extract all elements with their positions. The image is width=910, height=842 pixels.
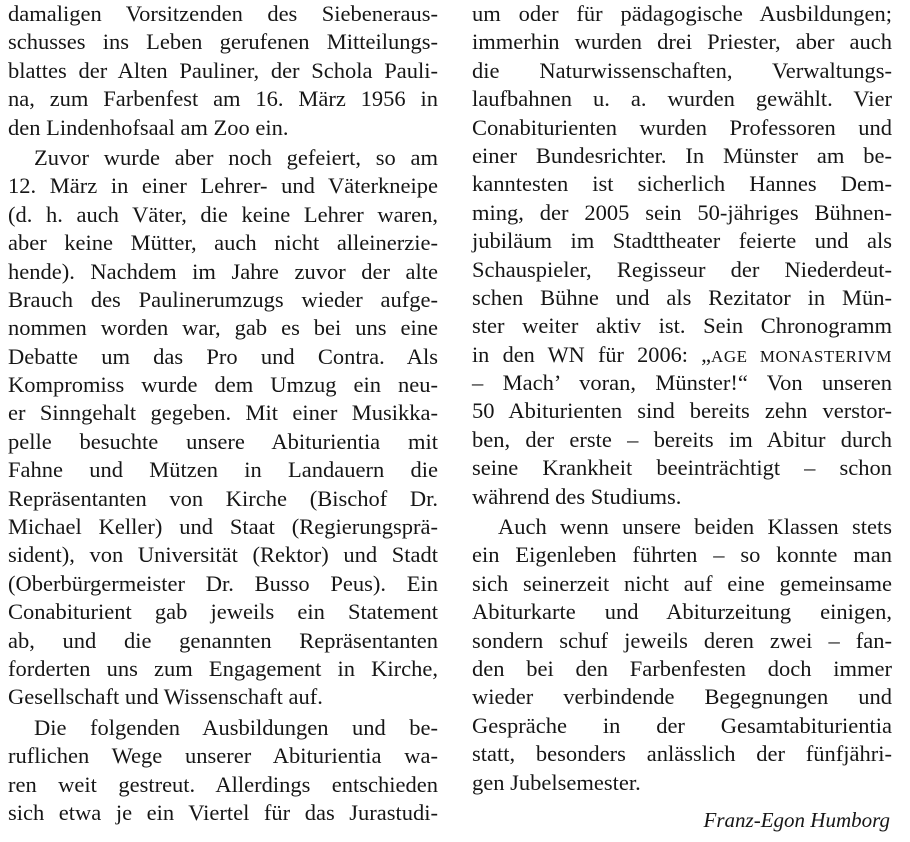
text-line: die Naturwissenschaften, Verwaltungs-	[472, 57, 892, 83]
text-line: den Lindenhofsaal am Zoo ein.	[8, 114, 289, 140]
text-line: Auch wenn unsere beiden Klassen stets	[498, 514, 892, 540]
text-line: Repräsentanten von Kirche (Bischof Dr.	[8, 485, 438, 511]
text-line: schusses ins Leben gerufenen Mitteilungs-	[8, 29, 438, 55]
text-line: Brauch des Paulinerumzugs wieder aufge-	[8, 286, 438, 312]
text-line: Conabiturienten wurden Professoren und	[472, 114, 892, 140]
text-line: na, zum Farbenfest am 16. März 1956 in	[8, 86, 438, 112]
text-line: aber keine Mütter, auch nicht alleinerzie-	[8, 230, 438, 256]
text-line: sich seinerzeit nicht auf eine gemeinsame	[472, 570, 892, 596]
text-line: ster weiter aktiv ist. Sein Chronogramm	[472, 313, 892, 339]
text-line: sident), von Universität (Rektor) und Stadt	[8, 542, 438, 568]
text-line: immerhin wurden drei Priester, aber auch	[472, 29, 892, 55]
text-line: 12. März in einer Lehrer- und Väterkneipe	[8, 173, 438, 199]
text-line: einer Bundesrichter. In Münster am be-	[472, 142, 892, 168]
text-line: pelle besuchte unsere Abiturientia mit	[8, 428, 438, 454]
text-line: ein Eigenleben führten – so konnte man	[472, 542, 892, 568]
text-line: Conabiturient gab jeweils ein Statement	[8, 599, 438, 625]
text-line: Gesellschaft und Wissenschaft auf.	[8, 684, 323, 710]
text-line: sich etwa je ein Viertel für das Jurastudi-	[8, 799, 438, 825]
text-line: wieder verbindende Begegnungen und	[472, 684, 892, 710]
text-line: um oder für pädagogische Ausbildungen;	[472, 1, 892, 26]
text-line: Debatte um das Pro und Contra. Als	[8, 343, 438, 369]
text-line: Michael Keller) und Staat (Regierungsprä-	[8, 514, 438, 540]
text-line: statt, besonders anlässlich der fünfjähri-	[472, 741, 892, 767]
text-line: ben, der erste – bereits im Abitur durch	[472, 426, 892, 452]
text-line: er Sinngehalt gegeben. Mit einer Musikka-	[8, 400, 438, 426]
text-line: ab, und die genannten Repräsentanten	[8, 627, 438, 653]
left-text-column	[8, 0, 438, 827]
text-line: – Mach’ voran, Münster!“ Von unseren	[472, 370, 892, 396]
text-line: gen Jubelsemester.	[472, 769, 641, 795]
text-line: während des Studiums.	[472, 483, 682, 509]
text-line: (d. h. auch Väter, die keine Lehrer waren,	[8, 201, 438, 227]
text-line: ren weit gestreut. Allerdings entschieden	[8, 771, 438, 797]
text-line: Gespräche in der Gesamtabiturientia	[472, 712, 892, 738]
text-line: hende). Nachdem im Jahre zuvor der alte	[8, 258, 438, 284]
author-signature: Franz-Egon Humborg	[703, 808, 890, 832]
text-line: Abiturkarte und Abiturzeitung einigen,	[472, 599, 892, 625]
text-line: nommen worden war, gab es bei uns eine	[8, 315, 438, 341]
text-line: den bei den Farbenfesten doch immer	[472, 655, 892, 681]
text-line: (Oberbürgermeister Dr. Busso Peus). Ein	[8, 570, 438, 596]
text-line: laufbahnen u. a. wurden gewählt. Vier	[472, 86, 892, 112]
text-line: Die folgenden Ausbildungen und be-	[34, 714, 438, 740]
text-line: Schauspieler, Regisseur der Niederdeut-	[472, 256, 892, 282]
text-line: sondern schuf jeweils deren zwei – fan-	[472, 627, 892, 653]
text-line: ruflichen Wege unserer Abiturientia wa-	[8, 743, 438, 769]
text-line: Fahne und Mützen in Landauern die	[8, 457, 438, 483]
text-line: blattes der Alten Pauliner, der Schola Pauli-	[8, 57, 438, 83]
text-line: Kompromiss wurde dem Umzug ein neu-	[8, 372, 438, 398]
text-line: 50 Abiturienten sind bereits zehn verstor-	[472, 398, 892, 424]
text-line: damaligen Vorsitzenden des Siebeneraus-	[8, 1, 438, 26]
text-line: jubiläum im Stadttheater feierte und als	[472, 228, 892, 254]
text-line: forderten uns zum Engagement in Kirche,	[8, 655, 438, 681]
right-text-column	[472, 0, 892, 797]
text-line: kanntesten ist sicherlich Hannes Dem-	[472, 171, 892, 197]
text-line: seine Krankheit beeinträchtigt – schon	[472, 455, 892, 481]
text-line: in den WN für 2006: „AGE MONASTERIVM	[472, 341, 892, 367]
text-line: schen Bühne und als Rezitator in Mün-	[472, 284, 892, 310]
text-line: ming, der 2005 sein 50-jähriges Bühnen-	[472, 199, 892, 225]
text-line: Zuvor wurde aber noch gefeiert, so am	[34, 144, 438, 170]
